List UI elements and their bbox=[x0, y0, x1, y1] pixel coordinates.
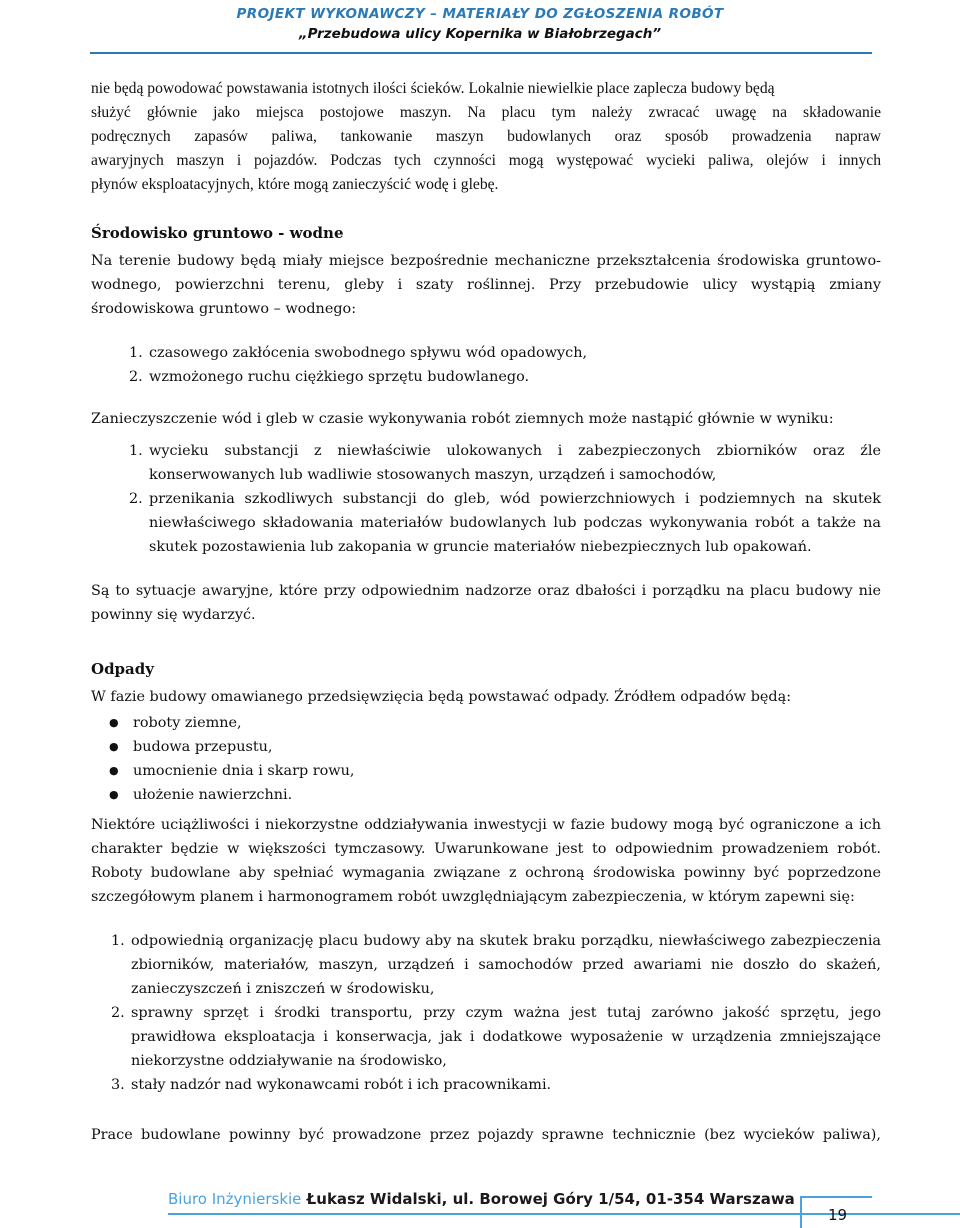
list-item bbox=[111, 929, 881, 1001]
footer-text bbox=[168, 1190, 795, 1208]
list-number: 2. bbox=[111, 1005, 125, 1021]
measures-list bbox=[91, 929, 881, 1097]
list-text: stały nadzór nad wykonawcami robót i ich pracownikami. bbox=[131, 1077, 552, 1093]
waste-intro: W fazie budowy omawianego przedsięwzięcia będą powstawać odpady. Źródłem odpadów będą: bbox=[91, 689, 792, 705]
list-number: 2. bbox=[129, 491, 143, 507]
header-subtitle: „Przebudowa ulicy Kopernika w Białobrzegach” bbox=[298, 26, 662, 42]
list-item bbox=[129, 439, 881, 487]
list-item bbox=[129, 341, 881, 365]
bullet-icon: ● bbox=[109, 764, 119, 777]
list-text: budowa przepustu, bbox=[133, 739, 273, 755]
bullet-icon: ● bbox=[109, 740, 119, 753]
list-text: umocnienie dnia i skarp rowu, bbox=[133, 763, 355, 779]
list-text: sprawny sprzęt i środki transportu, przy czym ważna jest tutaj zarówno jakość sprzętu, jego prawidłowa eksploatacja i konserwacja, jak i dodatkowe wyposażenie w urządzenia zmniejszające niekorzystne oddziaływanie na środowisko, bbox=[131, 1005, 881, 1069]
list-item bbox=[91, 783, 881, 807]
list-text: roboty ziemne, bbox=[133, 715, 242, 731]
list-number: 2. bbox=[129, 369, 143, 385]
footer-address: Łukasz Widalski, ul. Borowej Góry 1/54, 01-354 Warszawa bbox=[306, 1190, 795, 1208]
list-number: 1. bbox=[129, 443, 143, 459]
list-item bbox=[91, 711, 881, 735]
groundwater-list bbox=[91, 341, 881, 389]
list-item bbox=[111, 1073, 881, 1097]
list-text: przenikania szkodliwych substancji do gleb, wód powierzchniowych i podziemnych na skutek niewłaściwego składowania materiałów budowlanych lub podczas wykonywania robót a także na skutek pozostawienia lub zakopania w gruncie materiałów niebezpiecznych lub opakowań. bbox=[149, 491, 881, 555]
list-number: 1. bbox=[111, 933, 125, 949]
intro-line-5: płynów eksploatacyjnych, które mogą zanieczyścić wodę i glebę. bbox=[91, 176, 499, 193]
pollution-list bbox=[91, 439, 881, 559]
last-line: Prace budowlane powinny być prowadzone przez pojazdy sprawne technicznie (bez wycieków paliwa), bbox=[91, 1127, 881, 1143]
groundwater-closing: Są to sytuacje awaryjne, które przy odpowiednim nadzorze oraz dbałości i porządku na placu budowy nie powinny się wydarzyć. bbox=[91, 583, 881, 623]
list-item bbox=[91, 759, 881, 783]
list-text: odpowiednią organizację placu budowy aby na skutek braku porządku, niewłaściwego zabezpieczenia zbiorników, materiałów, maszyn, urządzeń i samochodów przed awariami nie doszło do skażeń, zanieczyszczeń i zniszczeń w środowisku, bbox=[131, 933, 881, 997]
intro-line-4: awaryjnych maszyn i pojazdów. Podczas tych czynności mogą występować wycieki paliwa, olejów i innych bbox=[91, 152, 881, 169]
list-item bbox=[111, 1001, 881, 1073]
document-body bbox=[91, 77, 881, 1147]
intro-line-1: nie będą powodować powstawania istotnych ilości ścieków. Lokalnie niewielkie place zaplecza budowy będą bbox=[91, 80, 775, 97]
list-number: 3. bbox=[111, 1077, 125, 1093]
intro-line-2: służyć głównie jako miejsca postojowe maszyn. Na placu tym należy zwracać uwagę na składowanie bbox=[91, 104, 881, 121]
list-number: 1. bbox=[129, 345, 143, 361]
header-title: PROJEKT WYKONAWCZY – MATERIAŁY DO ZGŁOSZENIA ROBÓT bbox=[236, 6, 724, 22]
pollution-intro: Zanieczyszczenie wód i gleb w czasie wykonywania robót ziemnych może nastąpić głównie w wyniku: bbox=[91, 411, 834, 427]
list-item bbox=[129, 487, 881, 559]
intro-line-3: podręcznych zapasów paliwa, tankowanie maszyn budowlanych oraz sposób prowadzenia napraw bbox=[91, 128, 881, 145]
list-text: ułożenie nawierzchni. bbox=[133, 787, 293, 803]
list-text: czasowego zakłócenia swobodnego spływu wód opadowych, bbox=[149, 345, 588, 361]
footer-brand: Biuro Inżynierskie bbox=[168, 1190, 302, 1208]
list-text: wycieku substancji z niewłaściwie ulokowanych i zabezpieczonych zbiorników oraz źle konserwowanych lub wadliwie stosowanych maszyn, urządzeń i samochodów, bbox=[149, 443, 881, 483]
page-number: 19 bbox=[828, 1206, 848, 1224]
groundwater-text: Na terenie budowy będą miały miejsce bezpośrednie mechaniczne przekształcenia środowiska gruntowo-wodnego, powierzchni terenu, gleby i szaty roślinnej. Przy przebudowie ulicy wystąpią zmiany środowiskowa gruntowo – wodnego: bbox=[91, 253, 881, 317]
bullet-icon: ● bbox=[109, 716, 119, 729]
waste-heading: Odpady bbox=[91, 660, 154, 678]
list-item bbox=[129, 365, 881, 389]
waste-paragraph: Niektóre uciążliwości i niekorzystne oddziaływania inwestycji w fazie budowy mogą być ograniczone a ich charakter będzie w większości tymczasowy. Uwarunkowane jest to odpowiednim prowadzeniem robót. Roboty budowlane aby spełniać wymagania związane z ochroną środowiska powinny być poprzedzone szczegółowym planem i harmonogramem robót uwzględniającym zabezpieczenia, w którym zapewni się: bbox=[91, 817, 881, 905]
bullet-icon: ● bbox=[109, 788, 119, 801]
waste-bullets bbox=[91, 711, 881, 807]
list-item bbox=[91, 735, 881, 759]
groundwater-heading: Środowisko gruntowo - wodne bbox=[91, 224, 344, 242]
list-text: wzmożonego ruchu ciężkiego sprzętu budowlanego. bbox=[149, 369, 530, 385]
header-rule bbox=[90, 52, 872, 54]
